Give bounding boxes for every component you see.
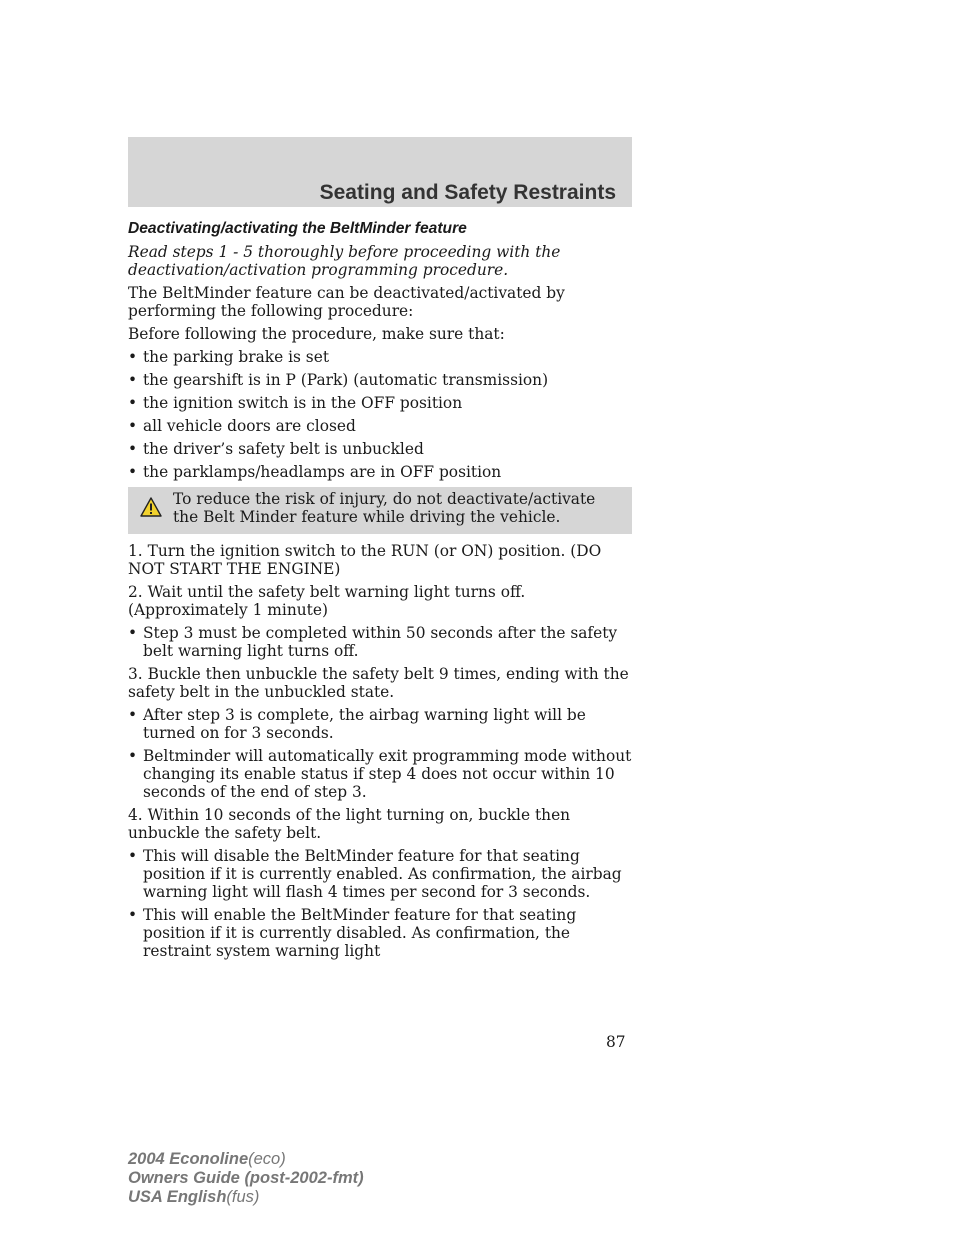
warning-triangle-icon [140, 497, 162, 517]
bullet-icon: • [128, 906, 138, 924]
bullet-icon: • [128, 348, 138, 366]
intro-text: Read steps 1 - 5 thoroughly before proceeding with the deactivation/activation programming procedure. [128, 243, 561, 279]
page-content [128, 220, 632, 965]
list-item: • the ignition switch is in the OFF position [128, 394, 463, 412]
bullet-icon: • [128, 371, 138, 389]
section-title: Deactivating/activating the BeltMinder feature [128, 220, 467, 237]
list-item: • all vehicle doors are closed [128, 417, 356, 435]
step-2: 2. Wait until the safety belt warning light turns off. (Approximately 1 minute) [128, 583, 526, 619]
bullet-icon: • [128, 417, 138, 435]
list-item: • This will enable the BeltMinder feature for that seating position if it is currently disabled. As confirmation, the restraint system warning light [128, 906, 577, 960]
list-item: • After step 3 is complete, the airbag warning light will be turned on for 3 seconds. [128, 706, 586, 742]
list-item: • Step 3 must be completed within 50 seconds after the safety belt warning light turns off. [128, 624, 618, 660]
list-item: • the gearshift is in P (Park) (automatic transmission) [128, 371, 549, 389]
step-3: 3. Buckle then unbuckle the safety belt 9 times, ending with the safety belt in the unbuckled state. [128, 665, 629, 701]
step-1: 1. Turn the ignition switch to the RUN (or ON) position. (DO NOT START THE ENGINE) [128, 542, 602, 578]
page-number: 87 [606, 1033, 626, 1051]
page-header [128, 137, 632, 207]
chapter-title: Seating and Safety Restraints [319, 181, 616, 204]
bullet-icon: • [128, 847, 138, 865]
warning-text: To reduce the risk of injury, do not deactivate/activate the Belt Minder feature while driving the vehicle. [173, 490, 596, 526]
footer [128, 1150, 364, 1207]
list-item: • This will disable the BeltMinder feature for that seating position if it is currently enabled. As confirmation, the airbag warning light will flash 4 times per second for 3 seconds. [128, 847, 622, 901]
bullet-icon: • [128, 394, 138, 412]
precheck-text: Before following the procedure, make sure that: [128, 325, 505, 343]
bullet-icon: • [128, 747, 138, 765]
list-item: • the driver’s safety belt is unbuckled [128, 440, 424, 458]
description-text: The BeltMinder feature can be deactivated/activated by performing the following procedure: [128, 284, 565, 320]
footer-line-1: 2004 Econoline(eco) [128, 1150, 286, 1168]
bullet-icon: • [128, 463, 138, 481]
warning-box [128, 487, 632, 534]
footer-line-2: Owners Guide (post-2002-fmt) [128, 1169, 364, 1187]
bullet-icon: • [128, 440, 138, 458]
list-item: • the parklamps/headlamps are in OFF position [128, 463, 502, 481]
step-4: 4. Within 10 seconds of the light turning on, buckle then unbuckle the safety belt. [128, 806, 571, 842]
bullet-icon: • [128, 624, 138, 642]
list-item: • Beltminder will automatically exit programming mode without changing its enable status if step 4 does not occur within 10 seconds of the end of step 3. [128, 747, 632, 801]
bullet-icon: • [128, 706, 138, 724]
footer-line-3: USA English(fus) [128, 1188, 260, 1206]
list-item: • the parking brake is set [128, 348, 330, 366]
